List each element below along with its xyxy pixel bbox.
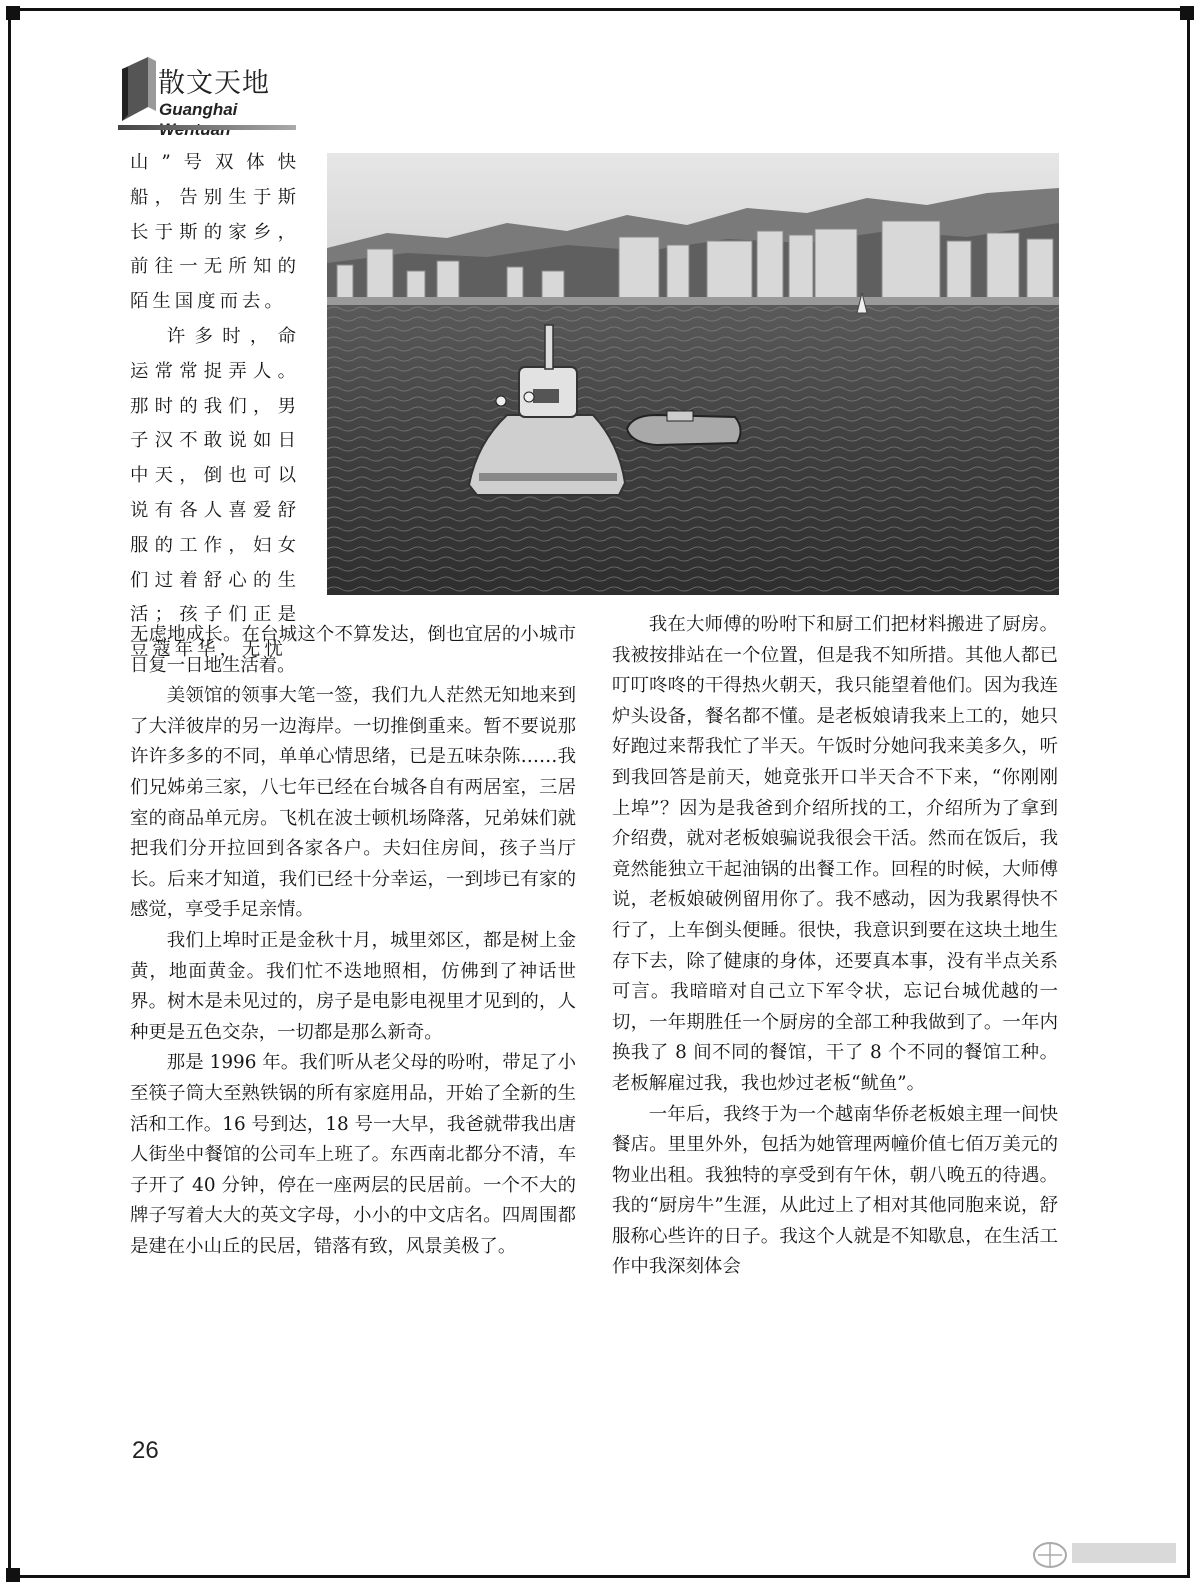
crop-mark [6, 6, 20, 20]
left-column [130, 620, 576, 1262]
article-photo [327, 153, 1059, 595]
column-logo-icon [118, 55, 156, 125]
column-header [118, 55, 296, 130]
narrow-column [130, 146, 300, 668]
paragraph: 一年后，我终于为一个越南华侨老板娘主理一间快餐店。里里外外，包括为她管理两幢价值七佰万美元的物业出租。我独特的享受到有午休，朝八晚五的待遇。我的“厨房牛”生涯，从此过上了相对其他同胞来说，舒服称心些许的日子。我这个人就是不知歇息，在生活工作中我深刻体会 [612, 1103, 1058, 1278]
crop-mark [6, 1568, 20, 1582]
watermark-logo [1030, 1533, 1180, 1569]
crop-mark [1180, 6, 1194, 20]
column-subtitle: Guanghai [159, 100, 238, 119]
paragraph: 美领馆的领事大笔一签，我们九人茫然无知地来到了大洋彼岸的另一边海岸。一切推倒重来。暂不要说那许许多多的不同，单单心情思绪，已是五味杂陈……我们兄姊弟三家，八七年已经在台城各自有两居室，三居室的商品单元房。飞机在波士顿机场降落，兄弟妹们就把我们分开拉回到各家各户。夫妇住房间，孩子当厅长。后来才知道，我们已经十分幸运，一到埗已有家的感觉，享受手足亲情。 [130, 685, 576, 921]
right-column [612, 610, 1058, 1283]
page-number: 26 [132, 1437, 159, 1464]
header-rule [118, 125, 296, 130]
paragraph: 那是 1996 年。我们听从老父母的吩咐，带足了小至筷子筒大至熟铁锅的所有家庭用品，开始了全新的生活和工作。16 号到达，18 号一大早，我爸就带我出唐人街坐中餐馆的公司车上班了。东西南北都分不清，车子开了 40 分钟，停在一座两层的民居前。一个不大的牌子写着大大的英文字母，小小的中文店名。四周围都是建在小山丘的民居，错落有致，风景美极了。 [130, 1052, 576, 1257]
paragraph: 无虑地成长。在台城这个不算发达，倒也宜居的小城市日复一日地生活着。 [130, 624, 576, 676]
paragraph: 许多时，命运常常捉弄人。那时的我们，男子汉不敢说如日中天，倒也可以说有各人喜爱舒服的工作，妇女们过着舒心的生活；孩子们正是豆蔻年华，无忧 [130, 325, 300, 661]
column-title: 散文天地 [158, 68, 270, 99]
dinghy-shape [627, 411, 741, 445]
paragraph: 山”号双体快船，告别生于斯长于斯的家乡，前往一无所知的陌生国度而去。 [130, 152, 300, 313]
paragraph: 我在大师傅的吩咐下和厨工们把材料搬进了厨房。我被按排站在一个位置，但是我不知所措。其他人都已叮叮咚咚的干得热火朝天，我只能望着他们。因为我连炉头设备，餐名都不懂。是老板娘请我来上工的，她只好跑过来帮我忙了半天。午饭时分她问我来美多久，听到我回答是前天，她竟张开口半天合不下来，“你刚刚上埠”？因为是我爸到介绍所找的工，介绍所为了拿到介绍费，就对老板娘骗说我很会干活。然而在饭后，我竟然能独立干起油锅的出餐工作。回程的时候，大师傅说，老板娘破例留用你了。我不感动，因为我累得快不行了，上车倒头便睡。很快，我意识到要在这块土地生存下去，除了健康的身体，还要真本事，没有半点关系可言。我暗暗对自己立下军令状，忘记台城优越的一切，一年期胜任一个厨房的全部工种我做到了。一年内换我了 8 间不同的餐馆，干了 8 个不同的餐馆工种。老板解雇过我，我也炒过老板“鱿鱼”。 [612, 614, 1058, 1094]
harbor-photo-illustration [327, 153, 1059, 595]
paragraph: 我们上埠时正是金秋十月，城里郊区，都是树上金黄，地面黄金。我们忙不迭地照相，仿佛到了神话世界。树木是未见过的，房子是电影电视里才见到的，人种更是五色交杂，一切都是那么新奇。 [130, 929, 576, 1043]
